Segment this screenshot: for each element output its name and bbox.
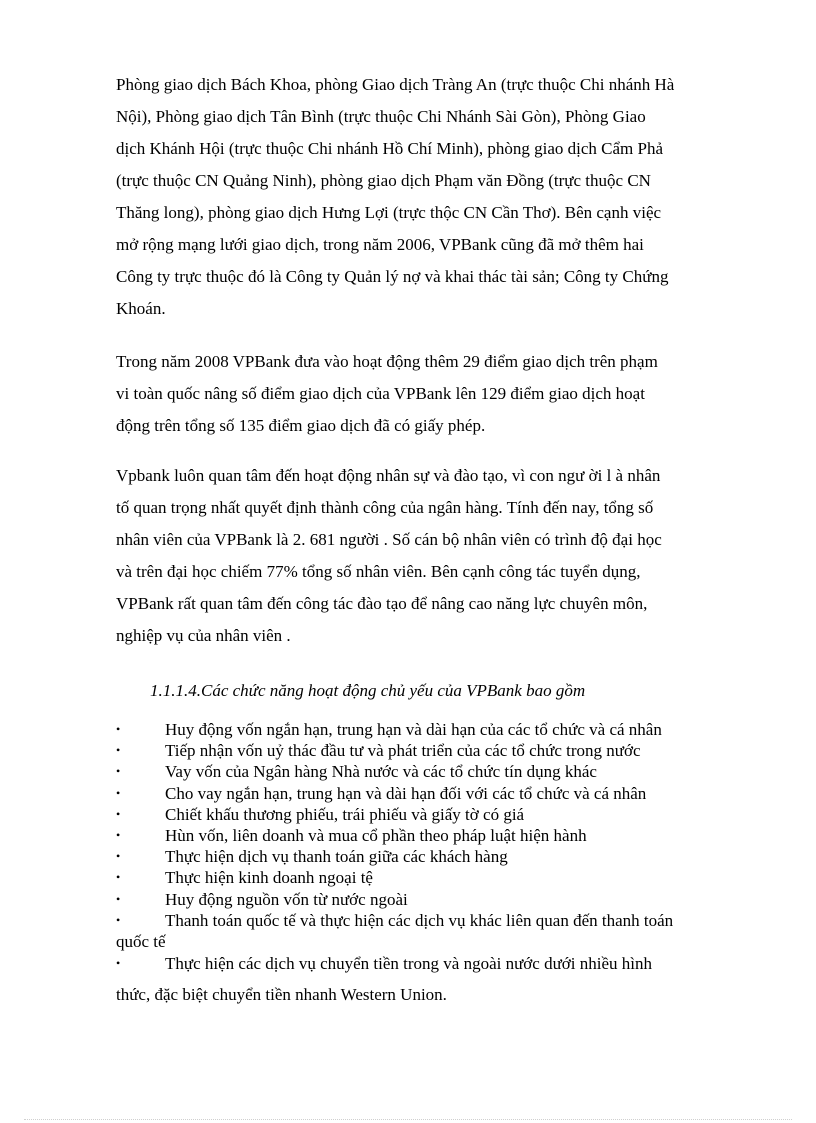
list-item bbox=[116, 740, 756, 761]
text-line: (trực thuộc CN Quảng Ninh), phòng giao dịch Phạm văn Đồng (trực thuộc CN bbox=[116, 171, 651, 190]
text-line: và trên đại học chiếm 77% tổng số nhân viên. Bên cạnh công tác tuyển dụng, bbox=[116, 562, 641, 581]
bullet-icon: • bbox=[116, 722, 121, 736]
list-item-text: Tiếp nhận vốn uỷ thác đầu tư và phát triển của các tổ chức trong nước bbox=[165, 741, 641, 761]
list-item-text: Chiết khấu thương phiếu, trái phiếu và giấy tờ có giá bbox=[165, 804, 525, 824]
list-item bbox=[116, 867, 756, 888]
list-item-text: Thanh toán quốc tế và thực hiện các dịch vụ khác liên quan đến thanh toán bbox=[165, 910, 674, 930]
list-item bbox=[116, 719, 756, 740]
text-line: nghiệp vụ của nhân viên . bbox=[116, 626, 291, 645]
list-item-continuation: thức, đặc biệt chuyển tiền nhanh Western Union. bbox=[116, 985, 447, 1005]
bullet-icon: • bbox=[116, 870, 121, 885]
text-line: Công ty trực thuộc đó là Công ty Quản lý nợ và khai thác tài sản; Công ty Chứng bbox=[116, 267, 669, 286]
section-heading: 1.1.1.4.Các chức năng hoạt động chủ yếu của VPBank bao gồm bbox=[150, 681, 586, 700]
paragraph-2008-expansion bbox=[116, 346, 752, 442]
text-line: vi toàn quốc nâng số điểm giao dịch của VPBank lên 129 điểm giao dịch hoạt bbox=[116, 384, 645, 403]
bullet-icon: • bbox=[116, 912, 121, 927]
bullet-icon: • bbox=[116, 849, 121, 864]
list-item-text: Hùn vốn, liên doanh và mua cổ phần theo pháp luật hiện hành bbox=[165, 826, 587, 846]
text-line: Vpbank luôn quan tâm đến hoạt động nhân sự và đào tạo, vì con ngư ời l à nhân bbox=[116, 466, 661, 485]
text-line: tố quan trọng nhất quyết định thành công của ngân hàng. Tính đến nay, tổng số bbox=[116, 498, 654, 517]
list-item-text: Cho vay ngắn hạn, trung hạn và dài hạn đối với các tổ chức và cá nhân bbox=[165, 783, 647, 803]
text-line: nhân viên của VPBank là 2. 681 người . Số cán bộ nhân viên có trình độ đại học bbox=[116, 530, 662, 549]
text-line: Phòng giao dịch Bách Khoa, phòng Giao dịch Tràng An (trực thuộc Chi nhánh Hà bbox=[116, 75, 675, 94]
paragraph-human-resources bbox=[116, 460, 752, 652]
list-item-continuation: quốc tế bbox=[116, 932, 166, 952]
list-item-text: Huy động nguồn vốn từ nước ngoài bbox=[165, 889, 408, 909]
text-line: Thăng long), phòng giao dịch Hưng Lợi (trực thộc CN Cần Thơ). Bên cạnh việc bbox=[116, 203, 662, 222]
bullet-icon: • bbox=[116, 743, 121, 758]
list-item-text: Vay vốn của Ngân hàng Nhà nước và các tổ chức tín dụng khác bbox=[165, 762, 597, 782]
paragraph-branches bbox=[116, 69, 752, 325]
bullet-icon: • bbox=[116, 828, 121, 843]
bullet-icon: • bbox=[116, 785, 121, 800]
text-line: Nội), Phòng giao dịch Tân Bình (trực thuộc Chi Nhánh Sài Gòn), Phòng Giao bbox=[116, 107, 646, 126]
list-item-text: Huy động vốn ngắn hạn, trung hạn và dài hạn của các tổ chức và cá nhân bbox=[165, 720, 662, 739]
text-line: động trên tổng số 135 điểm giao dịch đã có giấy phép. bbox=[116, 416, 486, 435]
list-item bbox=[116, 889, 756, 910]
page-bottom-divider bbox=[24, 1119, 792, 1120]
text-line: dịch Khánh Hội (trực thuộc Chi nhánh Hồ Chí Minh), phòng giao dịch Cẩm Phả bbox=[116, 139, 664, 158]
functions-list bbox=[116, 719, 756, 1010]
list-item bbox=[116, 783, 756, 804]
list-item bbox=[116, 761, 756, 782]
text-line: VPBank rất quan tâm đến công tác đào tạo để nâng cao năng lực chuyên môn, bbox=[116, 594, 648, 613]
text-line: Khoán. bbox=[116, 299, 166, 318]
list-item bbox=[116, 910, 756, 952]
list-item-text: Thực hiện kinh doanh ngoại tệ bbox=[165, 868, 373, 888]
list-item bbox=[116, 804, 756, 825]
list-item bbox=[116, 846, 756, 867]
list-item bbox=[116, 948, 756, 1010]
bullet-icon: • bbox=[116, 806, 121, 821]
bullet-icon: • bbox=[116, 956, 121, 971]
list-item-text: Thực hiện các dịch vụ chuyển tiền trong và ngoài nước dưới nhiều hình bbox=[165, 954, 653, 974]
list-item-text: Thực hiện dịch vụ thanh toán giữa các khách hàng bbox=[165, 847, 508, 867]
list-item bbox=[116, 825, 756, 846]
text-line: mở rộng mạng lưới giao dịch, trong năm 2006, VPBank cũng đã mở thêm hai bbox=[116, 235, 644, 254]
bullet-icon: • bbox=[116, 764, 121, 779]
bullet-icon: • bbox=[116, 891, 121, 906]
text-line: Trong năm 2008 VPBank đưa vào hoạt động thêm 29 điểm giao dịch trên phạm bbox=[116, 352, 658, 371]
